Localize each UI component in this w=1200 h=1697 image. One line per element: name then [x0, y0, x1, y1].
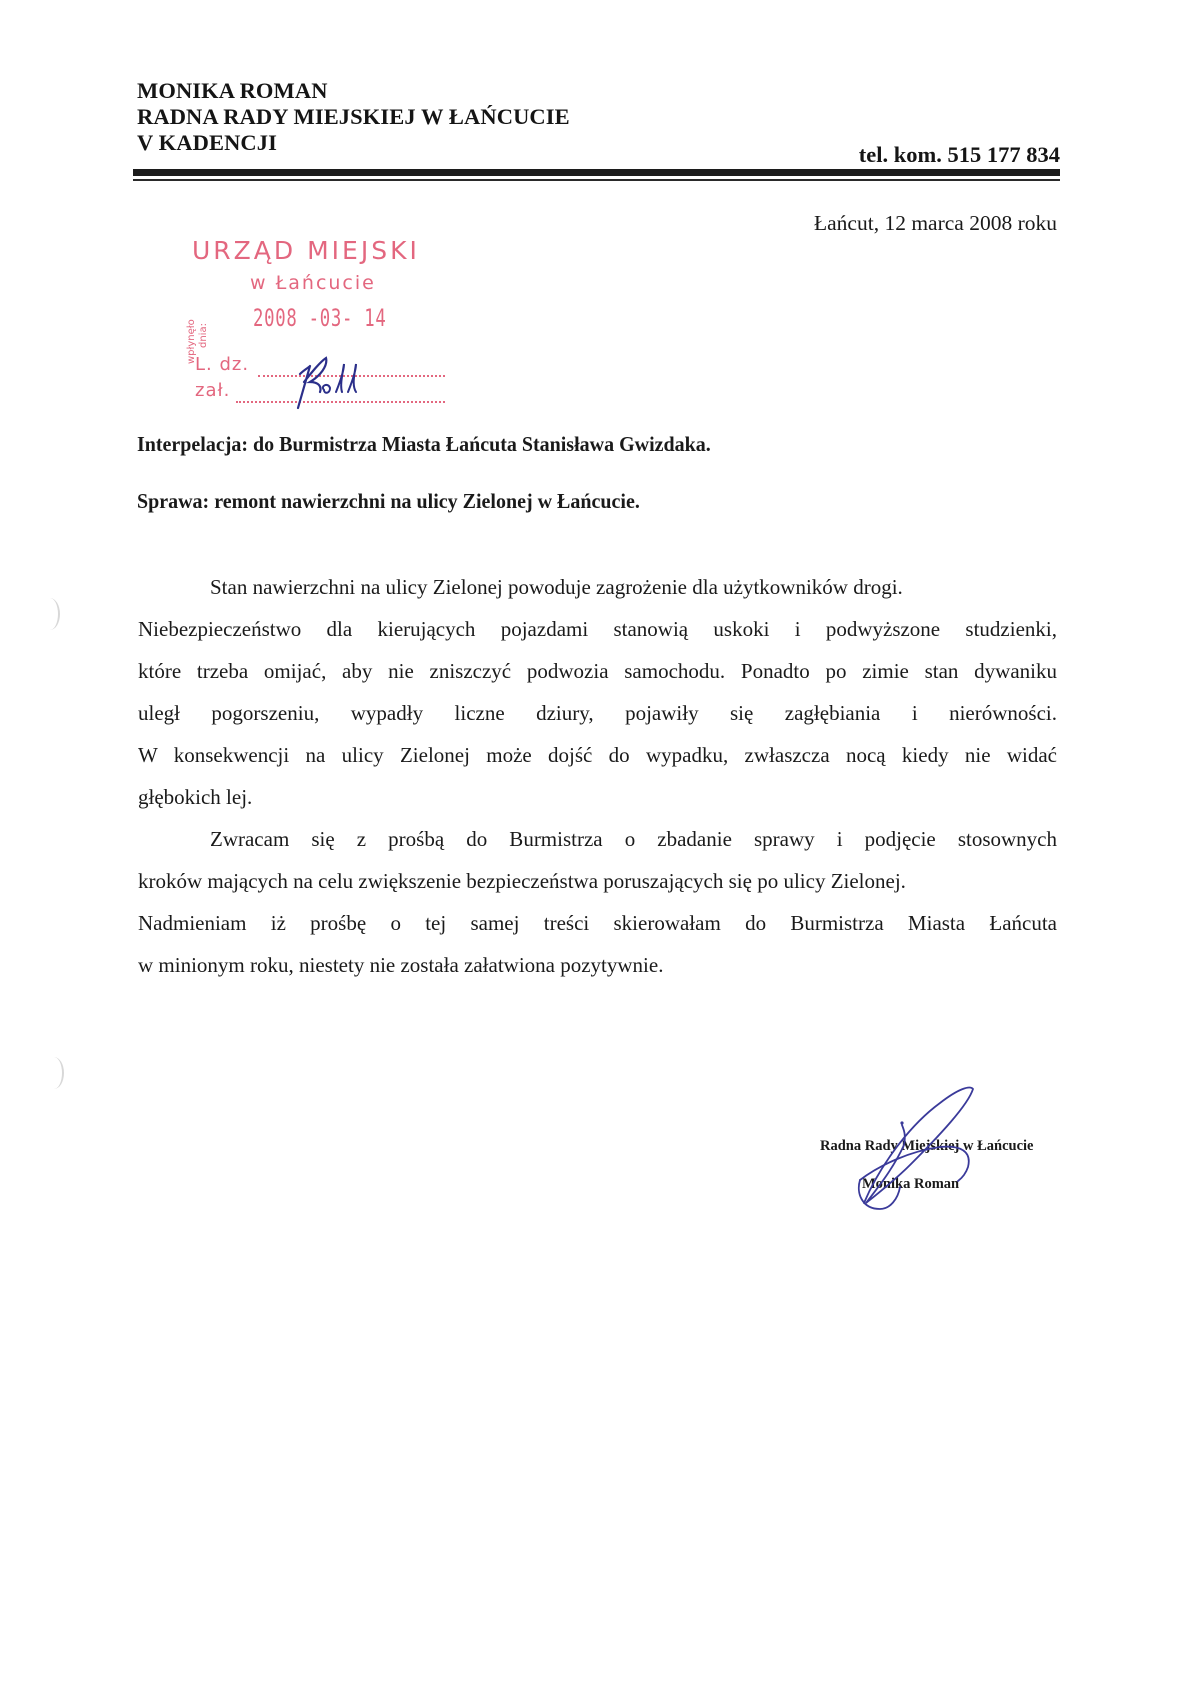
stamp-title: URZĄD MIEJSKI — [192, 236, 420, 265]
author-term: V KADENCJI — [137, 130, 277, 155]
scan-mark — [40, 598, 60, 630]
body-line: Zwracam się z prośbą do Burmistrza o zbadanie sprawy i podjęcie stosownych — [210, 827, 1057, 851]
header-rule-thin — [133, 179, 1060, 181]
stamp-day-word: dnia: — [198, 323, 209, 348]
body-line: W konsekwencji na ulicy Zielonej może dojść do wypadku, zwłaszcza nocą kiedy nie widać — [138, 743, 1057, 767]
author-name: MONIKA ROMAN — [137, 78, 328, 103]
author-position: RADNA RADY MIEJSKIEJ W ŁAŃCUCIE — [137, 104, 570, 129]
handwritten-initials — [290, 352, 370, 412]
interpelacja-line: Interpelacja: do Burmistrza Miasta Łańcuta Stanisława Gwizdaka. — [137, 432, 711, 456]
stamp-ldz-label: L. dz. — [195, 354, 250, 375]
handwritten-signature — [840, 1075, 1020, 1215]
body-line: które trzeba omijać, aby nie zniszczyć podwozia samochodu. Ponadto po zimie stan dywaniku — [138, 659, 1057, 683]
body-line: Nadmieniam iż prośbę o tej samej treści skierowałam do Burmistrza Miasta Łańcuta — [138, 911, 1057, 935]
phone-number: tel. kom. 515 177 834 — [858, 142, 1060, 167]
letter-date: Łańcut, 12 marca 2008 roku — [814, 211, 1057, 235]
stamp-received-label — [184, 302, 244, 362]
body-line: Niebezpieczeństwo dla kierujących pojazdami stanowią uskoki i podwyższone studzienki, — [138, 617, 1057, 641]
body-line: uległ pogorszeniu, wypadły liczne dziury, pojawiły się zagłębiania i nierówności. — [138, 701, 1057, 725]
body-line: głębokich lej. — [138, 785, 253, 809]
stamp-zal-label: zał. — [195, 380, 231, 401]
sprawa-line: Sprawa: remont nawierzchni na ulicy Zielonej w Łańcucie. — [137, 489, 640, 513]
body-line: kroków mających na celu zwiększenie bezpieczeństwa poruszających się po ulicy Zielonej. — [138, 869, 906, 893]
stamp-received-date: 2008 -03- 14 — [253, 304, 387, 332]
header-rule-thick — [133, 169, 1060, 176]
signature-name: Monika Roman — [862, 1176, 960, 1192]
stamp-subtitle: w Łańcucie — [250, 272, 376, 294]
body-line: Stan nawierzchni na ulicy Zielonej powoduje zagrożenie dla użytkowników drogi. — [210, 575, 903, 599]
stamp-received-word: wpłynęło — [186, 319, 197, 364]
body-line: w minionym roku, niestety nie została załatwiona pozytywnie. — [138, 953, 664, 977]
signature-title: Radna Rady Miejskiej w Łańcucie — [820, 1138, 1034, 1154]
scan-mark — [44, 1057, 64, 1089]
letterhead — [137, 78, 570, 156]
